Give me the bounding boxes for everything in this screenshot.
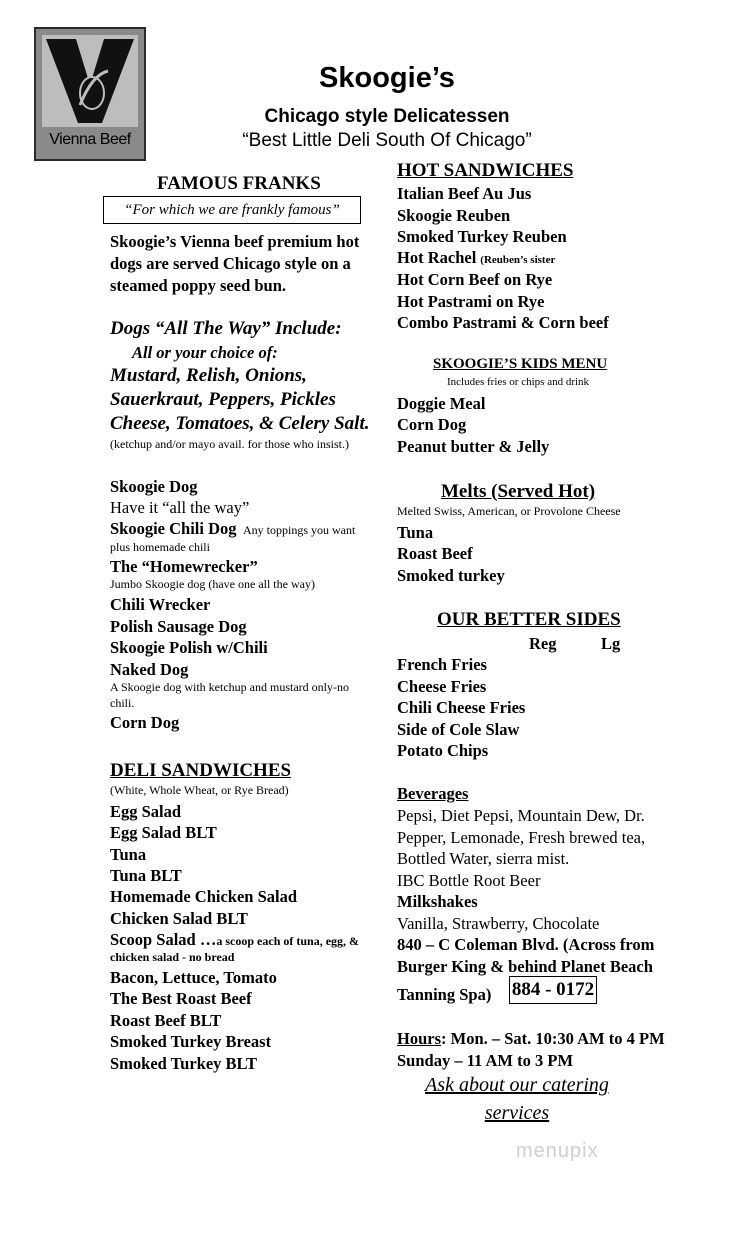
all-the-way-sub: All or your choice of: <box>132 343 278 362</box>
address-line-1: 840 – C Coleman Blvd. (Across from <box>397 935 655 954</box>
beverage-line: Bottled Water, sierra mist. <box>397 849 570 868</box>
scoop-salad-row <box>110 930 359 950</box>
naked-dog-note-1: A Skoogie dog with ketchup and mustard only-no <box>110 680 349 694</box>
kids-item: Corn Dog <box>397 415 467 434</box>
side-item: Potato Chips <box>397 741 489 760</box>
kids-menu-note: Includes fries or chips and drink <box>447 376 590 388</box>
franks-desc-2: dogs are served Chicago style on a <box>110 254 351 273</box>
skoogie-polish-chili: Skoogie Polish w/Chili <box>110 638 268 657</box>
page-subtitle: Chicago style Delicatessen <box>264 106 510 127</box>
deli-item: Roast Beef BLT <box>110 1011 222 1030</box>
toppings-note: (ketchup and/or mayo avail. for those who insist.) <box>110 437 349 451</box>
catering-line-2: services <box>484 1102 550 1124</box>
hours-sunday: Sunday – 11 AM to 3 PM <box>397 1051 574 1070</box>
corn-dog: Corn Dog <box>110 713 180 732</box>
deli-item: Homemade Chicken Salad <box>110 887 298 906</box>
beverage-line: IBC Bottle Root Beer <box>397 871 541 890</box>
homewrecker: The “Homewrecker” <box>110 557 258 576</box>
hot-item: Hot Pastrami on Rye <box>397 292 545 311</box>
franks-desc-3: steamed poppy seed bun. <box>110 276 287 295</box>
watermark: menupix <box>516 1140 599 1162</box>
deli-item: Tuna <box>110 845 147 864</box>
franks-desc-1: Skoogie’s Vienna beef premium hot <box>110 232 360 251</box>
hot-item: Hot Corn Beef on Rye <box>397 270 553 289</box>
kids-menu-heading: SKOOGIE’S KIDS MENU <box>433 356 608 372</box>
hot-rachel: Hot Rachel <box>397 248 477 267</box>
logo-text: Vienna Beef <box>49 131 131 148</box>
deli-item: Chicken Salad BLT <box>110 909 248 928</box>
kids-item: Peanut butter & Jelly <box>397 437 550 456</box>
scoop-salad: Scoop Salad … <box>110 930 217 949</box>
hot-sandwiches-heading: HOT SANDWICHES <box>397 160 574 181</box>
toppings-line-1: Mustard, Relish, Onions, <box>110 365 307 386</box>
chili-wrecker: Chili Wrecker <box>110 595 211 614</box>
scoop-salad-note-2: chicken salad - no bread <box>110 950 235 964</box>
deli-heading: DELI SANDWICHES <box>110 760 292 781</box>
milkshakes-heading: Milkshakes <box>397 892 478 911</box>
polish-sausage-dog: Polish Sausage Dog <box>110 617 247 636</box>
deli-item: Egg Salad <box>110 802 182 821</box>
phone-number[interactable]: 884 - 0172 <box>509 976 597 1004</box>
chili-dog-note-1: Any toppings you want <box>243 523 356 537</box>
skoogie-dog: Skoogie Dog <box>110 477 198 496</box>
toppings-line-3: Cheese, Tomatoes, & Celery Salt. <box>110 413 370 434</box>
address-line-3: Tanning Spa) <box>397 985 492 1004</box>
beverage-line: Pepsi, Diet Pepsi, Mountain Dew, Dr. <box>397 806 645 825</box>
hot-item: Smoked Turkey Reuben <box>397 227 567 246</box>
deli-bread-note: (White, Whole Wheat, or Rye Bread) <box>110 783 289 797</box>
catering-line-1: Ask about our catering <box>425 1074 609 1096</box>
milkshakes-line: Vanilla, Strawberry, Chocolate <box>397 914 600 933</box>
scoop-salad-note-1: a scoop each of tuna, egg, & <box>216 934 360 948</box>
hot-item: Italian Beef Au Jus <box>397 184 532 203</box>
naked-dog: Naked Dog <box>110 660 189 679</box>
toppings-line-2: Sauerkraut, Peppers, Pickles <box>110 389 336 410</box>
naked-dog-note-2: chili. <box>110 696 135 710</box>
famous-franks-heading: FAMOUS FRANKS <box>157 173 321 194</box>
deli-item: Egg Salad BLT <box>110 823 217 842</box>
beverage-line: Pepper, Lemonade, Fresh brewed tea, <box>397 828 646 847</box>
hours-row-1 <box>397 1029 665 1049</box>
sides-col-lg: Lg <box>601 634 621 653</box>
deli-item: The Best Roast Beef <box>110 989 252 1008</box>
chili-dog-note-2: plus homemade chili <box>110 540 210 554</box>
side-item: Cheese Fries <box>397 677 487 696</box>
sides-col-reg: Reg <box>529 634 557 653</box>
deli-item: Smoked Turkey BLT <box>110 1054 258 1073</box>
hot-item: Skoogie Reuben <box>397 206 511 225</box>
deli-item: Bacon, Lettuce, Tomato <box>110 968 277 987</box>
page-title: Skoogie’s <box>319 62 455 94</box>
melts-item: Tuna <box>397 523 434 542</box>
hours-label: Hours <box>397 1029 442 1048</box>
beverages-heading: Beverages <box>397 784 469 803</box>
side-item: Chili Cheese Fries <box>397 698 526 717</box>
melts-item: Smoked turkey <box>397 566 505 585</box>
kids-item: Doggie Meal <box>397 394 486 413</box>
hours-weekday: : Mon. – Sat. 10:30 AM to 4 PM <box>441 1029 665 1048</box>
melts-note: Melted Swiss, American, or Provolone Cheese <box>397 504 621 518</box>
tagline: “Best Little Deli South Of Chicago” <box>242 130 532 151</box>
famous-franks-slogan: “For which we are frankly famous” <box>103 196 361 224</box>
deli-item: Tuna BLT <box>110 866 182 885</box>
side-item: Side of Cole Slaw <box>397 720 520 739</box>
homewrecker-note: Jumbo Skoogie dog (have one all the way) <box>110 577 315 591</box>
all-the-way-heading: Dogs “All The Way” Include: <box>110 318 342 339</box>
melts-item: Roast Beef <box>397 544 473 563</box>
skoogie-dog-note: Have it “all the way” <box>110 498 250 517</box>
address-line-2: Burger King & behind Planet Beach <box>397 957 653 976</box>
hot-item: Combo Pastrami & Corn beef <box>397 313 609 332</box>
hot-rachel-note: (Reuben’s sister <box>480 254 556 266</box>
skoogie-chili-dog: Skoogie Chili Dog <box>110 519 237 538</box>
side-item: French Fries <box>397 655 487 674</box>
hot-rachel-row <box>397 248 555 268</box>
sides-heading: OUR BETTER SIDES <box>437 609 621 630</box>
deli-item: Smoked Turkey Breast <box>110 1032 272 1051</box>
melts-heading: Melts (Served Hot) <box>441 481 596 502</box>
